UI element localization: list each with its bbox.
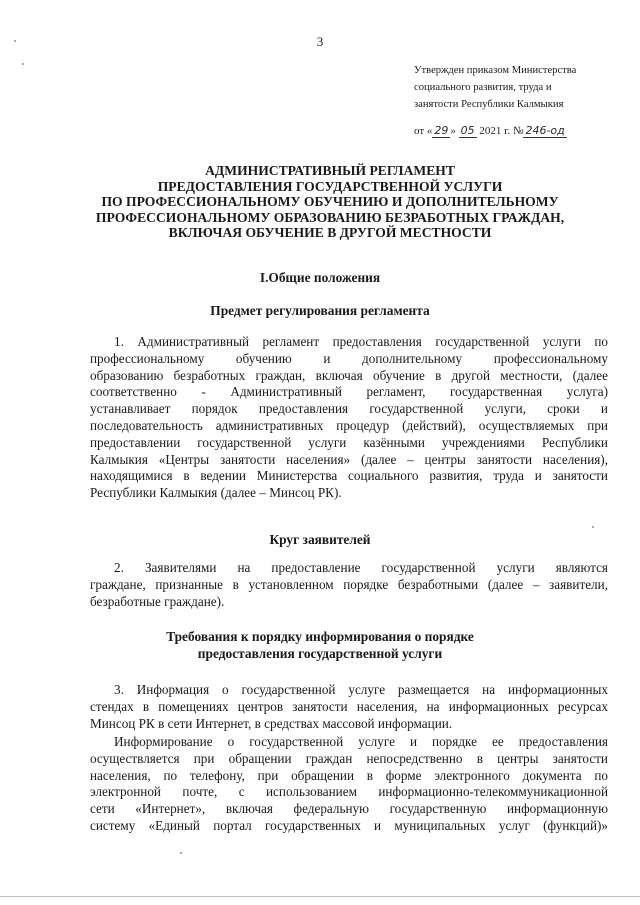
document-title [60,163,600,241]
heading-line: предоставления государственной услуги [197,646,443,661]
paragraph-line: профессиональному обучению и дополнительному профессиональному [90,350,608,366]
paragraph-line: осуществляется при обращении граждан непосредственно в центры занятости [90,750,608,766]
paragraph-line: электронной почте, с использованием информационно-телекоммуникационной [90,784,608,800]
title-line: ВКЛЮЧАЯ ОБУЧЕНИЕ В ДРУГОЙ МЕСТНОСТИ [168,225,492,240]
title-line: АДМИНИСТРАТИВНЫЙ РЕГЛАМЕНТ [205,163,455,178]
paragraph-line: Республики Калмыкия (далее – Минсоц РК). [90,485,342,501]
paragraph-line: 3. Информация о государственной услуге размещается на информационных [114,682,608,697]
paragraph-line: образованию безработных граждан, включая обучение в другой местности, (далее [90,367,608,383]
paragraph-line: сети «Интернет», включая федеральную государственную информационную [90,801,608,817]
title-line: ПО ПРОФЕССИОНАЛЬНОМУ ОБУЧЕНИЮ И ДОПОЛНИТЕЛЬНОМУ [101,194,559,209]
scan-speck [180,852,182,854]
heading-line: Требования к порядку информирования о порядке [166,629,474,644]
date-close: » [450,125,456,137]
scan-speck [14,40,16,42]
paragraph-line: последовательность административных процедур (действий), осуществляемых при [90,417,608,433]
approval-month: 05 [460,124,475,137]
paragraph-3 [90,682,608,732]
paragraph-1 [90,334,608,502]
paragraph-line: стендах в помещениях центров занятости населения, на информационных ресурсах [90,698,608,714]
paragraph-4 [90,734,608,835]
approval-day: 29 [434,124,449,137]
paragraph-line: соответственно - Административный регламент, государственная услуга) [90,384,608,400]
section-heading-general: I.Общие положения [259,270,381,285]
paragraph-2 [90,560,608,610]
approval-year: 2021 г. № [479,125,524,137]
paragraph-line: Минсоц РК в сети Интернет, в средствах массовой информации. [90,715,453,731]
paragraph-line: безработные граждане). [90,593,225,609]
paragraph-line: 2. Заявителями на предоставление государственной услуги являются [114,560,608,575]
title-line: ПРОФЕССИОНАЛЬНОМУ ОБРАЗОВАНИЮ БЕЗРАБОТНЫХ ГРАЖДАН, [95,209,565,225]
paragraph-line: Калмыкия «Центры занятости населения» (далее – центры занятости населения), [90,451,608,467]
paragraph-line: граждане, признанные в установленном порядке безработными (далее – заявители, [90,576,608,592]
approval-date-line [414,122,624,140]
paragraph-line: населения, по телефону, при обращении в форме электронного документа по [90,767,608,783]
page-number: 3 [316,34,324,49]
approval-line: Утвержден приказом Министерства [414,65,577,76]
approval-block [414,62,624,140]
subject-heading: Предмет регулирования регламента [210,303,430,318]
scan-speck [592,526,594,528]
title-line: ПРЕДОСТАВЛЕНИЯ ГОСУДАРСТВЕННОЙ УСЛУГИ [157,178,503,194]
scan-speck [22,63,24,65]
paragraph-line: Информирование о государственной услуге и порядке ее предоставления [114,734,608,749]
paragraph-line: 1. Административный регламент предоставления государственной услуги по [114,334,608,349]
date-prefix: от « [414,125,433,137]
approval-line: занятости Республики Калмыкия [414,99,564,110]
paragraph-line: устанавливает порядок предоставления государственной услуги, сроки и [90,401,608,417]
paragraph-line: систему «Единый портал государственных и муниципальных услуг (функций)» [90,817,608,833]
informing-heading [0,628,640,662]
page-bottom-edge [0,896,640,897]
paragraph-line: предоставлении государственной услуги казёнными учреждениями Республики [90,434,608,450]
approval-line: социального развития, труда и [414,82,552,93]
applicants-heading: Круг заявителей [269,532,371,547]
approval-number: 246-од [525,124,565,137]
paragraph-line: находящимися в ведении Министерства социального развития, труда и занятости [90,468,608,484]
